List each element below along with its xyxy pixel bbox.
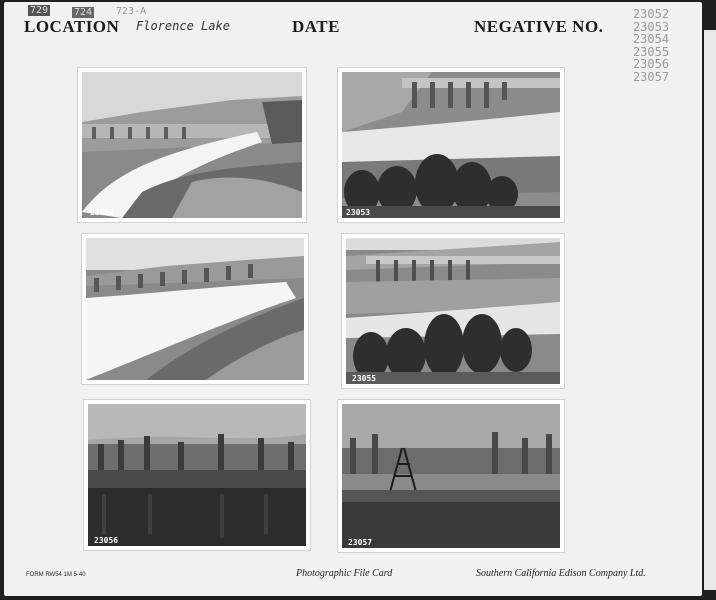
photo-image <box>86 238 304 380</box>
photo-23054 <box>82 234 308 384</box>
photo-image <box>342 72 560 218</box>
negative-label: NEGATIVE NO. <box>474 17 604 36</box>
company-name: Southern California Edison Company Ltd. <box>476 568 646 579</box>
photo-23052 <box>78 68 306 222</box>
negative-number: 23055 <box>632 44 670 59</box>
location-label: LOCATION <box>24 17 120 36</box>
date-label: DATE <box>292 17 340 36</box>
photo-number: 23056 <box>94 536 119 545</box>
photo-number: 23052 <box>90 208 115 217</box>
photo-23053 <box>338 68 564 222</box>
photo-image <box>346 238 560 384</box>
negative-number: 23056 <box>632 57 670 71</box>
photo-number: 23055 <box>352 374 377 383</box>
stamp-number-mid: 724 <box>74 7 93 18</box>
photo-number: 23053 <box>346 208 371 217</box>
photo-image <box>82 72 302 218</box>
photo-number: 23057 <box>348 538 373 547</box>
negative-number: 23053 <box>632 19 670 34</box>
negative-number: 23052 <box>632 7 670 21</box>
form-code: FORM RW54 1M 5-40 <box>26 572 86 578</box>
negative-number: 23057 <box>632 69 670 84</box>
negative-number-list <box>616 8 686 83</box>
file-card <box>4 2 702 596</box>
photo-23055 <box>342 234 564 388</box>
photo-23057 <box>338 400 564 552</box>
stamp-code: 723-A <box>116 6 147 17</box>
photo-23056 <box>84 400 310 550</box>
card-title: Photographic File Card <box>296 568 393 579</box>
photo-image <box>88 404 306 546</box>
stamp-number-left: 729 <box>30 5 49 16</box>
adjacent-card-edge <box>704 30 716 590</box>
photo-image <box>342 404 560 548</box>
negative-number: 23054 <box>632 32 670 46</box>
location-value: Florence Lake <box>136 19 230 33</box>
